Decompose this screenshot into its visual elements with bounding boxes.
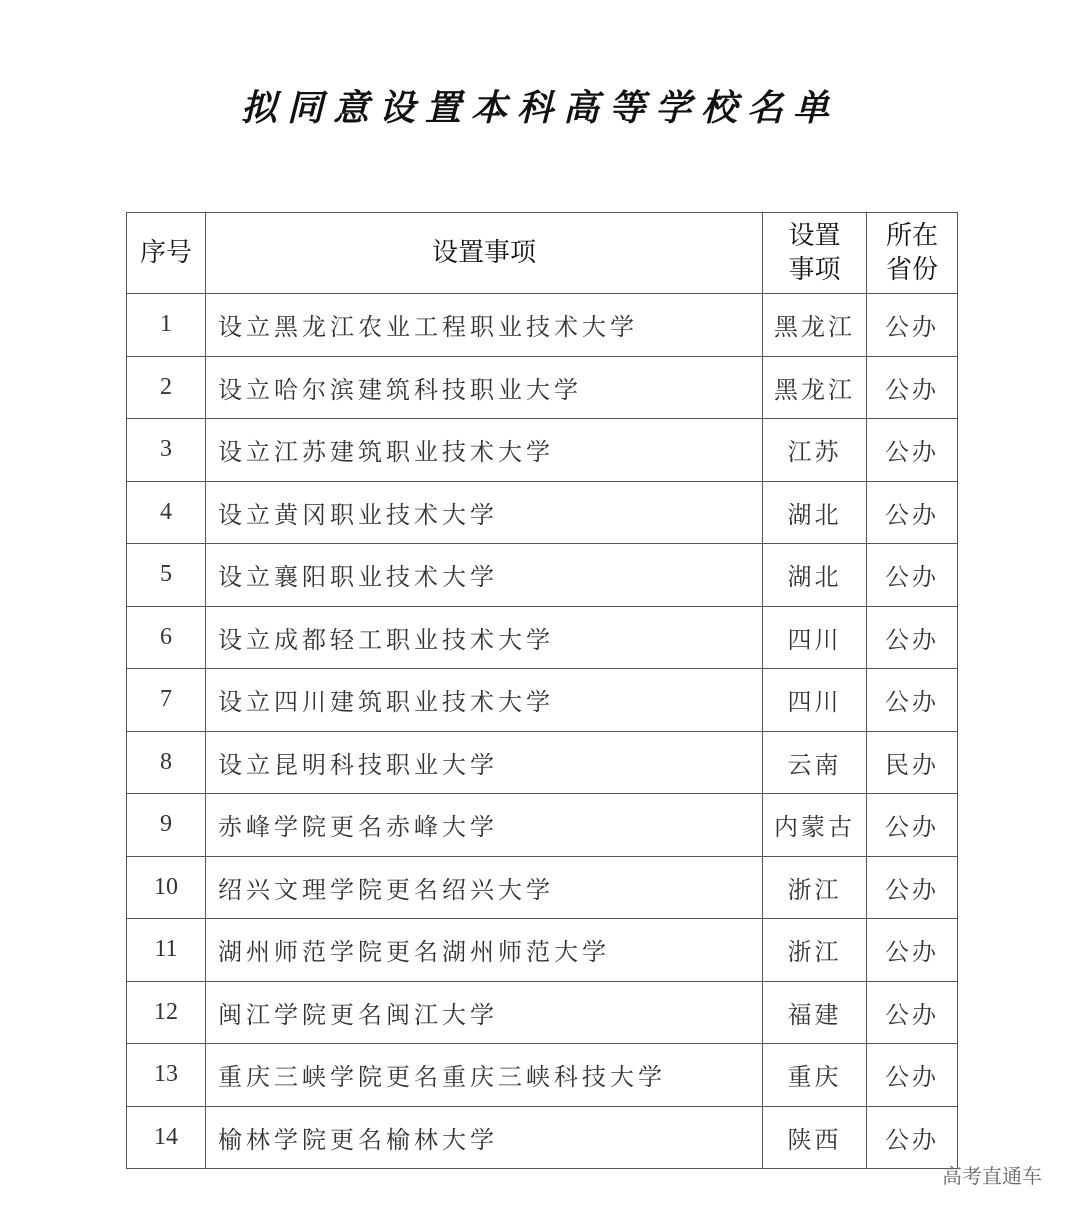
- row-province: 黑龙江: [763, 356, 867, 419]
- row-no: 7: [127, 669, 206, 732]
- row-type: 公办: [867, 419, 958, 482]
- row-no: 6: [127, 606, 206, 669]
- row-no: 2: [127, 356, 206, 419]
- row-item: 设立昆明科技职业大学: [206, 731, 763, 794]
- row-item: 设立哈尔滨建筑科技职业大学: [206, 356, 763, 419]
- table-row: [127, 731, 958, 794]
- header-item: 设置事项: [206, 213, 763, 294]
- row-no: 9: [127, 794, 206, 857]
- row-item: 重庆三峡学院更名重庆三峡科技大学: [206, 1044, 763, 1107]
- row-item: 设立黄冈职业技术大学: [206, 481, 763, 544]
- header-col4: [867, 213, 958, 294]
- row-item: 设立江苏建筑职业技术大学: [206, 419, 763, 482]
- row-province: 陕西: [763, 1106, 867, 1169]
- row-type: 公办: [867, 919, 958, 982]
- row-no: 13: [127, 1044, 206, 1107]
- table-row: [127, 919, 958, 982]
- row-no: 8: [127, 731, 206, 794]
- row-no: 5: [127, 544, 206, 607]
- row-type: 公办: [867, 356, 958, 419]
- row-item: 设立襄阳职业技术大学: [206, 544, 763, 607]
- watermark-text: 高考直通车: [942, 1164, 1042, 1188]
- row-type: 公办: [867, 606, 958, 669]
- row-item: 闽江学院更名闽江大学: [206, 981, 763, 1044]
- table-body: [127, 294, 958, 1169]
- row-province: 黑龙江: [763, 294, 867, 357]
- header-col3: [763, 213, 867, 294]
- row-type: 公办: [867, 294, 958, 357]
- table-row: [127, 544, 958, 607]
- row-no: 11: [127, 919, 206, 982]
- row-item: 设立黑龙江农业工程职业技术大学: [206, 294, 763, 357]
- table-row: [127, 606, 958, 669]
- row-province: 内蒙古: [763, 794, 867, 857]
- row-province: 江苏: [763, 419, 867, 482]
- table-row: [127, 856, 958, 919]
- row-type: 公办: [867, 1106, 958, 1169]
- row-item: 设立成都轻工职业技术大学: [206, 606, 763, 669]
- row-no: 14: [127, 1106, 206, 1169]
- row-no: 1: [127, 294, 206, 357]
- row-province: 浙江: [763, 919, 867, 982]
- table-row: [127, 1106, 958, 1169]
- table-row: [127, 981, 958, 1044]
- row-type: 公办: [867, 1044, 958, 1107]
- table-row: [127, 669, 958, 732]
- row-type: 公办: [867, 544, 958, 607]
- table-row: [127, 419, 958, 482]
- row-province: 湖北: [763, 544, 867, 607]
- header-col4-line1: 所在: [885, 221, 938, 251]
- row-type: 公办: [867, 981, 958, 1044]
- row-type: 公办: [867, 481, 958, 544]
- row-no: 10: [127, 856, 206, 919]
- table-header-row: [127, 213, 958, 294]
- header-col4-line2: 省份: [885, 255, 938, 285]
- row-province: 湖北: [763, 481, 867, 544]
- table-row: [127, 356, 958, 419]
- row-type: 公办: [867, 669, 958, 732]
- header-col3-line1: 设置: [788, 221, 841, 251]
- table-row: [127, 794, 958, 857]
- row-item: 榆林学院更名榆林大学: [206, 1106, 763, 1169]
- row-province: 浙江: [763, 856, 867, 919]
- row-province: 云南: [763, 731, 867, 794]
- row-no: 3: [127, 419, 206, 482]
- row-province: 四川: [763, 606, 867, 669]
- row-province: 四川: [763, 669, 867, 732]
- table-row: [127, 294, 958, 357]
- university-list-table: [126, 212, 958, 1169]
- row-province: 福建: [763, 981, 867, 1044]
- table-row: [127, 481, 958, 544]
- row-item: 赤峰学院更名赤峰大学: [206, 794, 763, 857]
- row-no: 4: [127, 481, 206, 544]
- row-type: 公办: [867, 794, 958, 857]
- row-province: 重庆: [763, 1044, 867, 1107]
- row-item: 绍兴文理学院更名绍兴大学: [206, 856, 763, 919]
- document-title: 拟同意设置本科高等学校名单: [240, 87, 839, 129]
- row-item: 湖州师范学院更名湖州师范大学: [206, 919, 763, 982]
- row-no: 12: [127, 981, 206, 1044]
- table-row: [127, 1044, 958, 1107]
- row-item: 设立四川建筑职业技术大学: [206, 669, 763, 732]
- header-col3-line2: 事项: [788, 255, 841, 285]
- row-type: 民办: [867, 731, 958, 794]
- header-no: 序号: [127, 213, 206, 294]
- row-type: 公办: [867, 856, 958, 919]
